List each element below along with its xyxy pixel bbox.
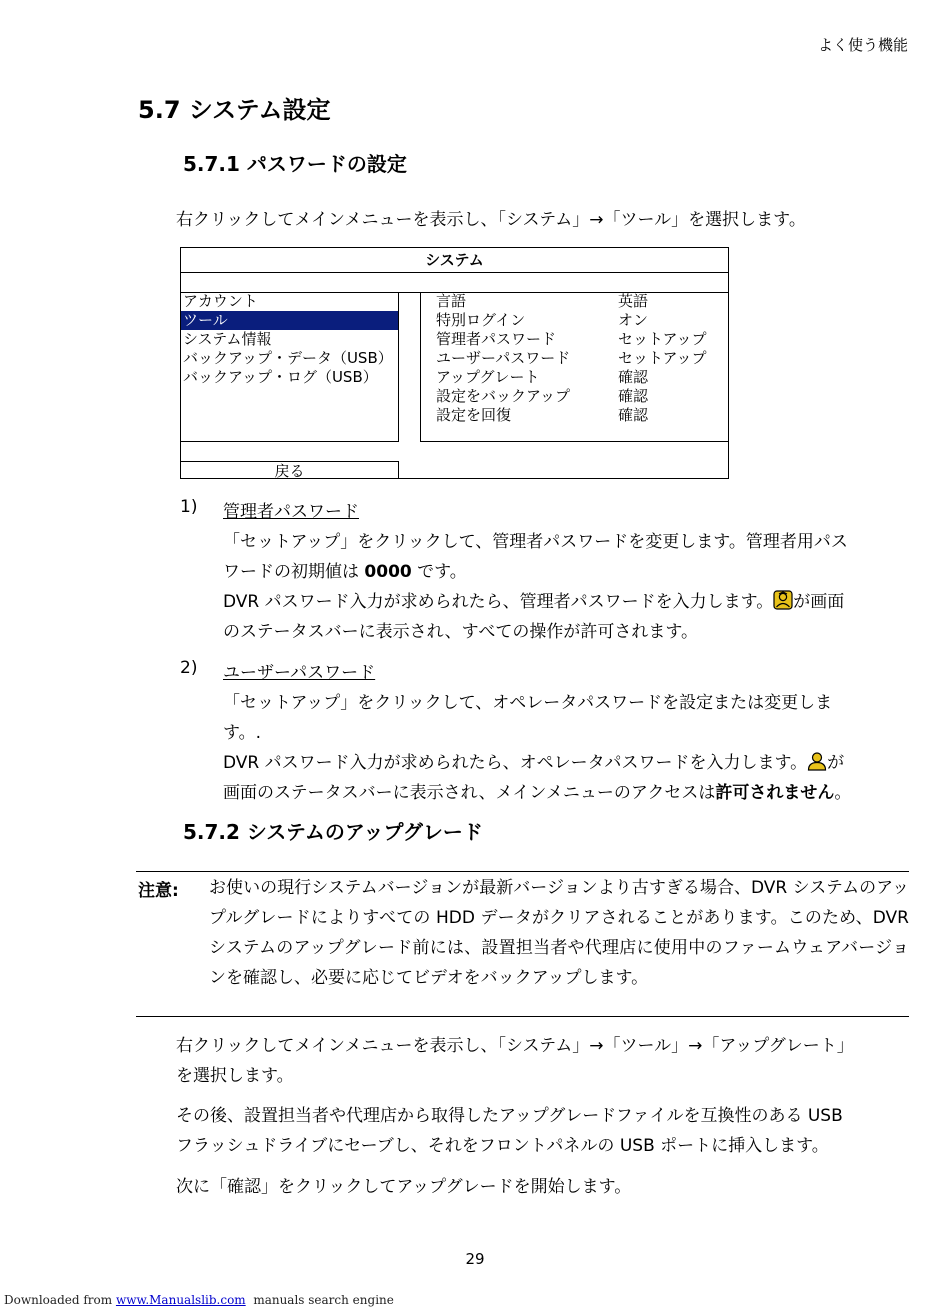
text-line: フラッシュドライブにセーブし、それをフロントパネルの USB ポートに挿入します。 (176, 1136, 829, 1156)
item-title-admin-password: 管理者パスワード (223, 502, 359, 522)
operator-user-icon (807, 751, 827, 771)
menu-item-system-info[interactable]: システム情報 (183, 330, 272, 348)
text: ワードの初期値は (223, 562, 365, 582)
text: が (827, 753, 845, 773)
text: です。 (411, 562, 467, 582)
option-name: 管理者パスワード (436, 330, 557, 348)
subsection-heading-password: 5.7.1 パスワードの設定 (183, 152, 407, 176)
option-row[interactable] (421, 406, 729, 425)
option-name: 設定をバックアップ (436, 387, 570, 405)
text-line: その後、設置担当者や代理店から取得したアップグレードファイルを互換性のある USB (176, 1106, 843, 1126)
subsection-heading-upgrade: 5.7.2 システムのアップグレード (183, 820, 483, 844)
dialog-title: システム (181, 248, 728, 273)
item-title-user-password: ユーザーパスワード (223, 663, 376, 683)
paragraph (223, 527, 913, 647)
system-menu-list (181, 292, 399, 442)
intro-paragraph: 右クリックしてメインメニューを表示し、「システム」→「ツール」を選択します。 (176, 210, 806, 230)
text: Downloaded from (4, 1293, 116, 1307)
text-line: 「セットアップ」をクリックして、オペレータパスワードを設定または変更しま (223, 693, 833, 713)
divider (136, 1016, 909, 1017)
paragraph (176, 1101, 911, 1161)
note-label: 注意: (138, 881, 179, 901)
back-button[interactable]: 戻る (181, 461, 399, 479)
menu-item-tools[interactable]: ツール (181, 311, 398, 330)
text-line (223, 748, 913, 778)
option-row[interactable] (421, 330, 729, 349)
option-value[interactable]: オン (618, 311, 649, 329)
option-row[interactable] (421, 349, 729, 368)
admin-user-icon (773, 590, 793, 610)
default-password: 0000 (364, 562, 412, 582)
option-value[interactable]: セットアップ (618, 330, 707, 348)
tools-options-panel (420, 292, 729, 442)
manualslib-link[interactable]: www.Manualslib.com (115, 1293, 246, 1307)
page-number: 29 (465, 1250, 485, 1268)
option-row[interactable] (421, 311, 729, 330)
download-footer (4, 1293, 394, 1307)
option-value[interactable]: 確認 (618, 406, 649, 424)
option-value[interactable]: セットアップ (618, 349, 707, 367)
system-dialog (180, 247, 729, 479)
option-row[interactable] (421, 292, 729, 311)
text-line (223, 557, 913, 587)
emphasis: 許可されません (715, 783, 835, 803)
text: が画面 (793, 592, 845, 612)
text: manuals search engine (245, 1293, 394, 1307)
option-row[interactable] (421, 387, 729, 406)
divider (136, 871, 909, 872)
option-row[interactable] (421, 368, 729, 387)
option-name: ユーザーパスワード (436, 349, 571, 367)
text: 画面のステータスバーに表示され、メインメニューのアクセスは (223, 783, 716, 803)
text-line: を選択します。 (176, 1066, 294, 1086)
text: 。 (834, 783, 852, 803)
option-name: アップグレート (436, 368, 540, 386)
text-line: す。. (223, 723, 262, 743)
menu-item-backup-data[interactable]: バックアップ・データ（USB） (183, 349, 393, 367)
menu-item-backup-log[interactable]: バックアップ・ログ（USB） (183, 368, 378, 386)
paragraph (223, 688, 913, 808)
option-name: 設定を回復 (436, 406, 512, 424)
option-name: 言語 (436, 292, 467, 310)
text: DVR パスワード入力が求められたら、管理者パスワードを入力します。 (223, 592, 774, 612)
menu-item-account[interactable]: アカウント (183, 292, 258, 310)
running-header: よく使う機能 (817, 36, 908, 54)
text-line: 右クリックしてメインメニューを表示し、「システム」→「ツール」→「アップグレート」 (176, 1036, 854, 1056)
note-body: お使いの現行システムバージョンが最新バージョンより古すぎる場合、DVR システムのアップルグレードによりすべての HDD データがクリアされることがあります。このため、DVR システムのアップグレード前には、設置担当者や代理店に使用中のファームウェアバージョンを確認し、必要に応じてビデオをバックアップします。 (209, 878, 909, 988)
option-value[interactable]: 確認 (618, 387, 649, 405)
paragraph: 次に「確認」をクリックしてアップグレードを開始します。 (176, 1177, 632, 1197)
text-line (223, 587, 913, 617)
list-number: 2) (180, 658, 198, 678)
text-line: 「セットアップ」をクリックして、管理者パスワードを変更します。管理者用パス (223, 532, 848, 552)
option-value[interactable]: 確認 (618, 368, 649, 386)
text-line: のステータスバーに表示され、すべての操作が許可されます。 (223, 622, 698, 642)
list-number: 1) (180, 497, 198, 517)
text-line (223, 778, 913, 808)
option-value[interactable]: 英語 (618, 292, 649, 310)
text: DVR パスワード入力が求められたら、オペレータパスワードを入力します。 (223, 753, 808, 773)
paragraph (176, 1031, 911, 1091)
option-name: 特別ログイン (436, 311, 526, 329)
section-heading: 5.7 システム設定 (138, 96, 331, 124)
